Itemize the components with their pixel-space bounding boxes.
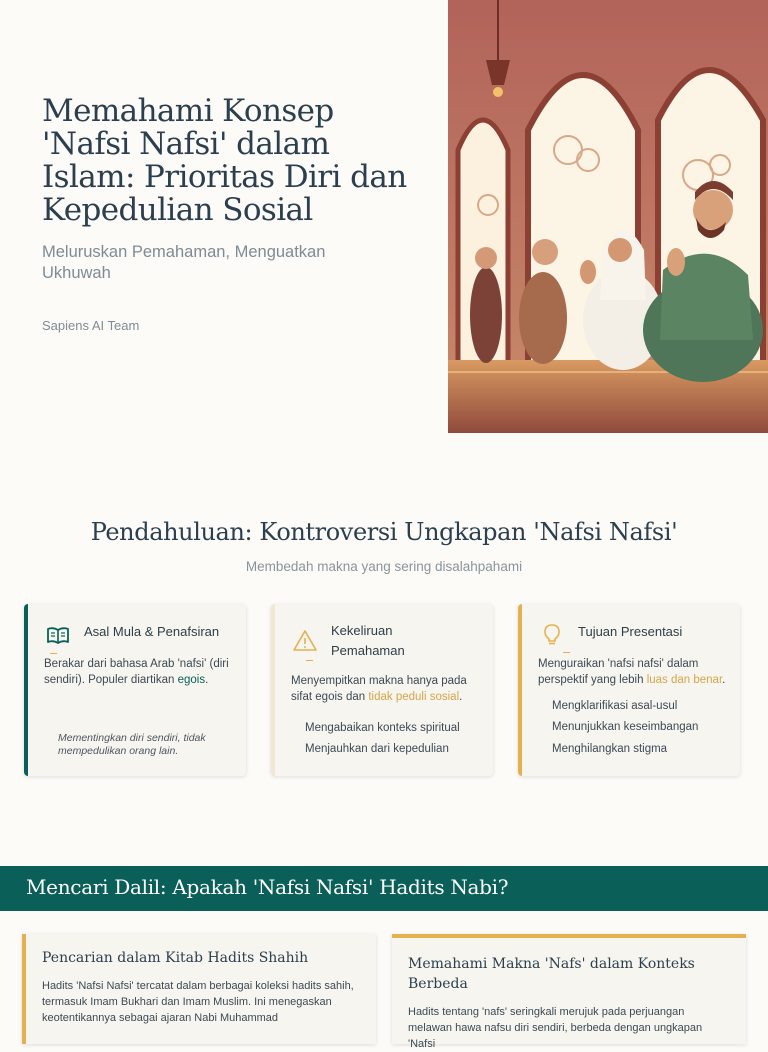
highlight-text: tidak peduli sosial xyxy=(368,691,460,703)
section-header-band xyxy=(0,866,768,911)
warning-triangle-icon xyxy=(292,628,318,654)
card-body: Menyempitkan makna hanya pada sifat egois dan tidak peduli sosial. xyxy=(291,675,467,703)
page-title: Memahami Konsep 'Nafsi Nafsi' dalam Islam: Prioritas Diri dan Kepedulian Sosial xyxy=(42,93,407,228)
list-item: Mengabaikan konteks spiritual xyxy=(305,722,460,734)
section-title-intro: Pendahuluan: Kontroversi Ungkapan 'Nafsi Nafsi' xyxy=(90,518,678,546)
lightbulb-icon xyxy=(539,622,565,648)
list-item: Mengklarifikasi asal-usul xyxy=(552,700,678,712)
card-heading: Tujuan Presentasi xyxy=(578,624,683,639)
card-body: Hadits tentang 'nafs' seringkali merujuk pada perjuangan melawan hawa nafsu diri sendiri, berbeda dengan ungkapan 'Nafsi xyxy=(408,1006,703,1050)
section-subtitle-intro: Membedah makna yang sering disalahpahami xyxy=(245,559,523,574)
open-book-icon xyxy=(45,622,71,648)
hero-illustration xyxy=(448,0,768,433)
divider-tick xyxy=(563,652,570,653)
card-body: Berakar dari bahasa Arab 'nafsi' (diri sendiri). Populer diartikan egois. xyxy=(44,658,229,686)
card-body: Menguraikan 'nafsi nafsi' dalam perspektif yang lebih luas dan benar. xyxy=(538,658,726,686)
card-title: Pencarian dalam Kitab Hadits Shahih xyxy=(42,950,309,966)
page-subtitle: Meluruskan Pemahaman, Menguatkan Ukhuwah xyxy=(42,243,326,282)
card-title: Memahami Makna 'Nafs' dalam Konteks Berbeda xyxy=(408,956,695,992)
card-heading: Asal Mula & Penafsiran xyxy=(84,624,220,639)
divider-tick xyxy=(306,660,313,661)
intro-card-purpose xyxy=(518,604,740,776)
section-title-dalil: Mencari Dalil: Apakah 'Nafsi Nafsi' Hadits Nabi? xyxy=(26,875,509,899)
highlight-text: egois xyxy=(177,674,206,686)
author-label: Sapiens AI Team xyxy=(42,318,140,333)
dalil-card-search xyxy=(22,934,376,1044)
dalil-card-meaning xyxy=(392,934,746,1050)
divider-tick xyxy=(50,653,57,654)
card-quote: Mementingkan diri sendiri, tidak mempedulikan orang lain. xyxy=(58,732,206,757)
card-heading: Kekeliruan Pemahaman xyxy=(331,623,405,658)
highlight-text: luas dan benar xyxy=(646,674,723,686)
list-item: Menghilangkan stigma xyxy=(552,743,668,755)
intro-card-misconception xyxy=(271,604,493,776)
list-item: Menunjukkan keseimbangan xyxy=(552,721,699,733)
card-body: Hadits 'Nafsi Nafsi' tercatat dalam berbagai koleksi hadits sahih, termasuk Imam Bukhari dan Imam Muslim. Ini menegaskan keotentikannya sebagai ajaran Nabi Muhammad xyxy=(42,980,354,1024)
list-item: Menjauhkan dari kepedulian xyxy=(305,743,449,755)
intro-card-origin xyxy=(24,604,246,776)
mosque-prayer-illustration xyxy=(448,0,768,433)
